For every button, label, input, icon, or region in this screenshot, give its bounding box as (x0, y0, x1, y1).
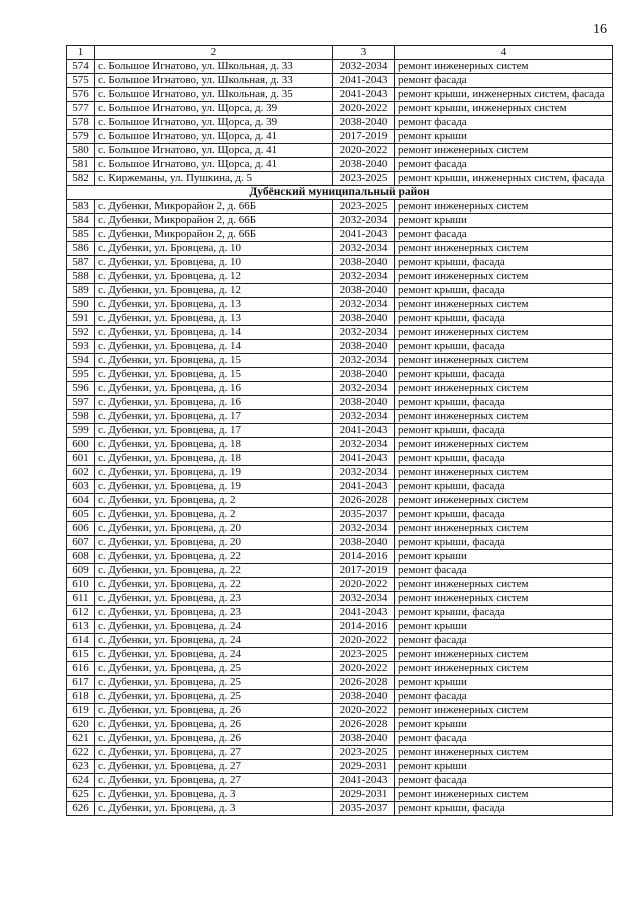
row-number-cell: 618 (67, 690, 95, 704)
period-cell: 2038-2040 (333, 732, 395, 746)
address-cell: с. Дубенки, ул. Бровцева, д. 23 (95, 606, 333, 620)
table-row (67, 564, 613, 578)
row-number-cell: 576 (67, 88, 95, 102)
address-cell: с. Дубенки, ул. Бровцева, д. 16 (95, 396, 333, 410)
row-number-cell: 611 (67, 592, 95, 606)
address-cell: с. Дубенки, ул. Бровцева, д. 12 (95, 270, 333, 284)
address-cell: с. Дубенки, ул. Бровцева, д. 14 (95, 326, 333, 340)
address-cell: с. Дубенки, ул. Бровцева, д. 27 (95, 746, 333, 760)
period-cell: 2029-2031 (333, 760, 395, 774)
period-cell: 2020-2022 (333, 102, 395, 116)
row-number-cell: 607 (67, 536, 95, 550)
period-cell: 2032-2034 (333, 326, 395, 340)
period-cell: 2041-2043 (333, 774, 395, 788)
work-type-cell: ремонт инженерных систем (395, 298, 613, 312)
row-number-cell: 602 (67, 466, 95, 480)
table-row (67, 746, 613, 760)
period-cell: 2041-2043 (333, 606, 395, 620)
work-type-cell: ремонт инженерных систем (395, 144, 613, 158)
row-number-cell: 615 (67, 648, 95, 662)
table-row (67, 200, 613, 214)
address-cell: с. Дубенки, ул. Бровцева, д. 26 (95, 704, 333, 718)
row-number-cell: 585 (67, 228, 95, 242)
table-row (67, 130, 613, 144)
period-cell: 2035-2037 (333, 802, 395, 816)
work-type-cell: ремонт инженерных систем (395, 494, 613, 508)
row-number-cell: 578 (67, 116, 95, 130)
work-type-cell: ремонт крыши (395, 676, 613, 690)
row-number-cell: 605 (67, 508, 95, 522)
row-number-cell: 593 (67, 340, 95, 354)
row-number-cell: 608 (67, 550, 95, 564)
row-number-cell: 588 (67, 270, 95, 284)
work-type-cell: ремонт крыши, фасада (395, 396, 613, 410)
row-number-cell: 600 (67, 438, 95, 452)
column-number: 2 (95, 46, 333, 60)
work-type-cell: ремонт крыши, фасада (395, 480, 613, 494)
period-cell: 2038-2040 (333, 256, 395, 270)
table-row (67, 508, 613, 522)
table-row (67, 774, 613, 788)
work-type-cell: ремонт инженерных систем (395, 438, 613, 452)
period-cell: 2038-2040 (333, 284, 395, 298)
period-cell: 2038-2040 (333, 158, 395, 172)
row-number-cell: 597 (67, 396, 95, 410)
address-cell: с. Дубенки, ул. Бровцева, д. 3 (95, 788, 333, 802)
column-number: 3 (333, 46, 395, 60)
address-cell: с. Дубенки, ул. Бровцева, д. 12 (95, 284, 333, 298)
table-row (67, 480, 613, 494)
work-type-cell: ремонт инженерных систем (395, 270, 613, 284)
period-cell: 2038-2040 (333, 340, 395, 354)
row-number-cell: 601 (67, 452, 95, 466)
address-cell: с. Дубенки, ул. Бровцева, д. 13 (95, 312, 333, 326)
table-row (67, 704, 613, 718)
table-row (67, 144, 613, 158)
row-number-cell: 595 (67, 368, 95, 382)
row-number-cell: 590 (67, 298, 95, 312)
table-row (67, 256, 613, 270)
work-type-cell: ремонт крыши, фасада (395, 536, 613, 550)
address-cell: с. Дубенки, ул. Бровцева, д. 15 (95, 368, 333, 382)
work-type-cell: ремонт фасада (395, 74, 613, 88)
work-type-cell: ремонт фасада (395, 228, 613, 242)
period-cell: 2041-2043 (333, 228, 395, 242)
period-cell: 2032-2034 (333, 242, 395, 256)
period-cell: 2020-2022 (333, 634, 395, 648)
work-type-cell: ремонт инженерных систем (395, 326, 613, 340)
work-type-cell: ремонт фасада (395, 774, 613, 788)
row-number-cell: 622 (67, 746, 95, 760)
work-type-cell: ремонт инженерных систем (395, 382, 613, 396)
period-cell: 2017-2019 (333, 564, 395, 578)
address-cell: с. Большое Игнатово, ул. Школьная, д. 35 (95, 88, 333, 102)
work-type-cell: ремонт фасада (395, 158, 613, 172)
row-number-cell: 589 (67, 284, 95, 298)
row-number-cell: 616 (67, 662, 95, 676)
table-row (67, 214, 613, 228)
period-cell: 2032-2034 (333, 60, 395, 74)
address-cell: с. Дубенки, ул. Бровцева, д. 18 (95, 452, 333, 466)
address-cell: с. Дубенки, ул. Бровцева, д. 24 (95, 620, 333, 634)
period-cell: 2023-2025 (333, 200, 395, 214)
address-cell: с. Дубенки, ул. Бровцева, д. 17 (95, 410, 333, 424)
address-cell: с. Дубенки, ул. Бровцева, д. 19 (95, 480, 333, 494)
period-cell: 2041-2043 (333, 88, 395, 102)
address-cell: с. Большое Игнатово, ул. Щорса, д. 41 (95, 144, 333, 158)
row-number-cell: 584 (67, 214, 95, 228)
address-cell: с. Большое Игнатово, ул. Щорса, д. 39 (95, 116, 333, 130)
period-cell: 2023-2025 (333, 746, 395, 760)
period-cell: 2029-2031 (333, 788, 395, 802)
table-row (67, 312, 613, 326)
period-cell: 2032-2034 (333, 592, 395, 606)
period-cell: 2032-2034 (333, 382, 395, 396)
work-type-cell: ремонт крыши (395, 718, 613, 732)
address-cell: с. Дубенки, ул. Бровцева, д. 10 (95, 242, 333, 256)
work-type-cell: ремонт крыши (395, 620, 613, 634)
address-cell: с. Дубенки, Микрорайон 2, д. 66Б (95, 228, 333, 242)
work-type-cell: ремонт крыши, фасада (395, 424, 613, 438)
period-cell: 2014-2016 (333, 620, 395, 634)
table-row (67, 368, 613, 382)
period-cell: 2041-2043 (333, 74, 395, 88)
period-cell: 2038-2040 (333, 116, 395, 130)
work-type-cell: ремонт инженерных систем (395, 704, 613, 718)
row-number-cell: 587 (67, 256, 95, 270)
table-row (67, 592, 613, 606)
address-cell: с. Дубенки, ул. Бровцева, д. 14 (95, 340, 333, 354)
period-cell: 2032-2034 (333, 410, 395, 424)
address-cell: с. Дубенки, Микрорайон 2, д. 66Б (95, 214, 333, 228)
address-cell: с. Дубенки, ул. Бровцева, д. 18 (95, 438, 333, 452)
row-number-cell: 598 (67, 410, 95, 424)
table-row (67, 648, 613, 662)
work-type-cell: ремонт инженерных систем (395, 578, 613, 592)
row-number-cell: 586 (67, 242, 95, 256)
row-number-cell: 575 (67, 74, 95, 88)
work-type-cell: ремонт фасада (395, 564, 613, 578)
table-row (67, 536, 613, 550)
period-cell: 2026-2028 (333, 494, 395, 508)
table-row (67, 326, 613, 340)
work-type-cell: ремонт фасада (395, 116, 613, 130)
period-cell: 2032-2034 (333, 214, 395, 228)
work-type-cell: ремонт инженерных систем (395, 746, 613, 760)
table-row (67, 522, 613, 536)
address-cell: с. Большое Игнатово, ул. Щорса, д. 41 (95, 158, 333, 172)
period-cell: 2041-2043 (333, 424, 395, 438)
period-cell: 2026-2028 (333, 718, 395, 732)
work-type-cell: ремонт инженерных систем (395, 788, 613, 802)
table-row (67, 788, 613, 802)
table-row (67, 718, 613, 732)
address-cell: с. Дубенки, ул. Бровцева, д. 27 (95, 760, 333, 774)
row-number-cell: 604 (67, 494, 95, 508)
address-cell: с. Дубенки, ул. Бровцева, д. 16 (95, 382, 333, 396)
row-number-cell: 577 (67, 102, 95, 116)
work-type-cell: ремонт крыши, фасада (395, 508, 613, 522)
column-number: 4 (395, 46, 613, 60)
row-number-cell: 574 (67, 60, 95, 74)
column-number: 1 (67, 46, 95, 60)
row-number-cell: 617 (67, 676, 95, 690)
work-type-cell: ремонт крыши, фасада (395, 802, 613, 816)
work-type-cell: ремонт инженерных систем (395, 592, 613, 606)
table-row (67, 116, 613, 130)
address-cell: с. Дубенки, ул. Бровцева, д. 10 (95, 256, 333, 270)
period-cell: 2032-2034 (333, 270, 395, 284)
work-type-cell: ремонт крыши, инженерных систем, фасада (395, 88, 613, 102)
table-row (67, 102, 613, 116)
work-type-cell: ремонт крыши, фасада (395, 284, 613, 298)
table-row (67, 676, 613, 690)
work-type-cell: ремонт инженерных систем (395, 466, 613, 480)
row-number-cell: 624 (67, 774, 95, 788)
address-cell: с. Дубенки, ул. Бровцева, д. 22 (95, 564, 333, 578)
row-number-cell: 625 (67, 788, 95, 802)
work-type-cell: ремонт крыши, фасада (395, 368, 613, 382)
address-cell: с. Дубенки, ул. Бровцева, д. 25 (95, 662, 333, 676)
table-row (67, 158, 613, 172)
row-number-cell: 592 (67, 326, 95, 340)
table-row (67, 88, 613, 102)
period-cell: 2038-2040 (333, 690, 395, 704)
period-cell: 2038-2040 (333, 312, 395, 326)
table-row (67, 438, 613, 452)
address-cell: с. Киржеманы, ул. Пушкина, д. 5 (95, 172, 333, 186)
address-cell: с. Дубенки, ул. Бровцева, д. 26 (95, 732, 333, 746)
table-row (67, 634, 613, 648)
row-number-cell: 596 (67, 382, 95, 396)
table-row (67, 354, 613, 368)
work-type-cell: ремонт инженерных систем (395, 200, 613, 214)
table-row (67, 172, 613, 186)
address-cell: с. Большое Игнатово, ул. Школьная, д. 33 (95, 74, 333, 88)
address-cell: с. Дубенки, ул. Бровцева, д. 25 (95, 676, 333, 690)
address-cell: с. Дубенки, ул. Бровцева, д. 2 (95, 494, 333, 508)
table-row (67, 802, 613, 816)
table-row (67, 550, 613, 564)
address-cell: с. Большое Игнатово, ул. Щорса, д. 41 (95, 130, 333, 144)
address-cell: с. Дубенки, Микрорайон 2, д. 66Б (95, 200, 333, 214)
work-type-cell: ремонт крыши (395, 760, 613, 774)
period-cell: 2032-2034 (333, 438, 395, 452)
work-type-cell: ремонт крыши, инженерных систем (395, 102, 613, 116)
row-number-cell: 623 (67, 760, 95, 774)
table-row (67, 60, 613, 74)
address-cell: с. Большое Игнатово, ул. Школьная, д. 33 (95, 60, 333, 74)
table-row (67, 270, 613, 284)
work-type-cell: ремонт крыши, фасада (395, 452, 613, 466)
table-row (67, 606, 613, 620)
table-row (67, 284, 613, 298)
row-number-cell: 594 (67, 354, 95, 368)
address-cell: с. Дубенки, ул. Бровцева, д. 23 (95, 592, 333, 606)
address-cell: с. Дубенки, ул. Бровцева, д. 22 (95, 578, 333, 592)
table-row (67, 760, 613, 774)
period-cell: 2038-2040 (333, 536, 395, 550)
table-row (67, 620, 613, 634)
work-type-cell: ремонт инженерных систем (395, 410, 613, 424)
work-type-cell: ремонт инженерных систем (395, 60, 613, 74)
row-number-cell: 620 (67, 718, 95, 732)
address-cell: с. Дубенки, ул. Бровцева, д. 26 (95, 718, 333, 732)
row-number-cell: 606 (67, 522, 95, 536)
period-cell: 2023-2025 (333, 648, 395, 662)
address-cell: с. Дубенки, ул. Бровцева, д. 2 (95, 508, 333, 522)
work-type-cell: ремонт крыши (395, 214, 613, 228)
work-type-cell: ремонт инженерных систем (395, 242, 613, 256)
row-number-cell: 583 (67, 200, 95, 214)
table-row (67, 396, 613, 410)
address-cell: с. Дубенки, ул. Бровцева, д. 27 (95, 774, 333, 788)
period-cell: 2020-2022 (333, 704, 395, 718)
work-type-cell: ремонт крыши, фасада (395, 312, 613, 326)
work-type-cell: ремонт фасада (395, 732, 613, 746)
row-number-cell: 603 (67, 480, 95, 494)
address-cell: с. Дубенки, ул. Бровцева, д. 25 (95, 690, 333, 704)
row-number-cell: 609 (67, 564, 95, 578)
period-cell: 2023-2025 (333, 172, 395, 186)
row-number-cell: 582 (67, 172, 95, 186)
row-number-cell: 619 (67, 704, 95, 718)
table-row (67, 424, 613, 438)
period-cell: 2038-2040 (333, 368, 395, 382)
address-cell: с. Дубенки, ул. Бровцева, д. 19 (95, 466, 333, 480)
period-cell: 2032-2034 (333, 298, 395, 312)
work-type-cell: ремонт крыши, фасада (395, 606, 613, 620)
district-heading-row (67, 186, 613, 200)
table-row (67, 228, 613, 242)
row-number-cell: 610 (67, 578, 95, 592)
address-cell: с. Дубенки, ул. Бровцева, д. 3 (95, 802, 333, 816)
period-cell: 2041-2043 (333, 480, 395, 494)
column-number-row (67, 46, 613, 60)
work-type-cell: ремонт крыши (395, 130, 613, 144)
table-row (67, 690, 613, 704)
row-number-cell: 612 (67, 606, 95, 620)
address-cell: с. Большое Игнатово, ул. Щорса, д. 39 (95, 102, 333, 116)
work-type-cell: ремонт инженерных систем (395, 648, 613, 662)
address-cell: с. Дубенки, ул. Бровцева, д. 13 (95, 298, 333, 312)
table-row (67, 242, 613, 256)
row-number-cell: 614 (67, 634, 95, 648)
row-number-cell: 613 (67, 620, 95, 634)
period-cell: 2026-2028 (333, 676, 395, 690)
work-type-cell: ремонт инженерных систем (395, 662, 613, 676)
address-cell: с. Дубенки, ул. Бровцева, д. 24 (95, 634, 333, 648)
period-cell: 2038-2040 (333, 396, 395, 410)
table-row (67, 452, 613, 466)
page-number: 16 (593, 22, 607, 37)
period-cell: 2020-2022 (333, 662, 395, 676)
address-cell: с. Дубенки, ул. Бровцева, д. 22 (95, 550, 333, 564)
address-cell: с. Дубенки, ул. Бровцева, д. 20 (95, 522, 333, 536)
address-cell: с. Дубенки, ул. Бровцева, д. 15 (95, 354, 333, 368)
row-number-cell: 621 (67, 732, 95, 746)
work-type-cell: ремонт крыши (395, 550, 613, 564)
work-type-cell: ремонт фасада (395, 690, 613, 704)
work-type-cell: ремонт фасада (395, 634, 613, 648)
row-number-cell: 626 (67, 802, 95, 816)
period-cell: 2035-2037 (333, 508, 395, 522)
work-type-cell: ремонт крыши, фасада (395, 340, 613, 354)
period-cell: 2020-2022 (333, 578, 395, 592)
period-cell: 2014-2016 (333, 550, 395, 564)
work-type-cell: ремонт инженерных систем (395, 522, 613, 536)
row-number-cell: 599 (67, 424, 95, 438)
address-cell: с. Дубенки, ул. Бровцева, д. 17 (95, 424, 333, 438)
table-row (67, 578, 613, 592)
table-row (67, 410, 613, 424)
period-cell: 2020-2022 (333, 144, 395, 158)
table-row (67, 74, 613, 88)
table-row (67, 298, 613, 312)
repair-schedule-table (66, 45, 613, 816)
address-cell: с. Дубенки, ул. Бровцева, д. 20 (95, 536, 333, 550)
row-number-cell: 591 (67, 312, 95, 326)
district-heading: Дубёнский муниципальный район (67, 186, 613, 200)
work-type-cell: ремонт инженерных систем (395, 354, 613, 368)
table-row (67, 732, 613, 746)
table-row (67, 340, 613, 354)
row-number-cell: 581 (67, 158, 95, 172)
period-cell: 2032-2034 (333, 354, 395, 368)
table-row (67, 662, 613, 676)
work-type-cell: ремонт крыши, фасада (395, 256, 613, 270)
row-number-cell: 580 (67, 144, 95, 158)
period-cell: 2032-2034 (333, 522, 395, 536)
table-row (67, 382, 613, 396)
period-cell: 2017-2019 (333, 130, 395, 144)
address-cell: с. Дубенки, ул. Бровцева, д. 24 (95, 648, 333, 662)
period-cell: 2041-2043 (333, 452, 395, 466)
table-body (67, 46, 613, 816)
work-type-cell: ремонт крыши, инженерных систем, фасада (395, 172, 613, 186)
table-row (67, 466, 613, 480)
period-cell: 2032-2034 (333, 466, 395, 480)
table-row (67, 494, 613, 508)
row-number-cell: 579 (67, 130, 95, 144)
